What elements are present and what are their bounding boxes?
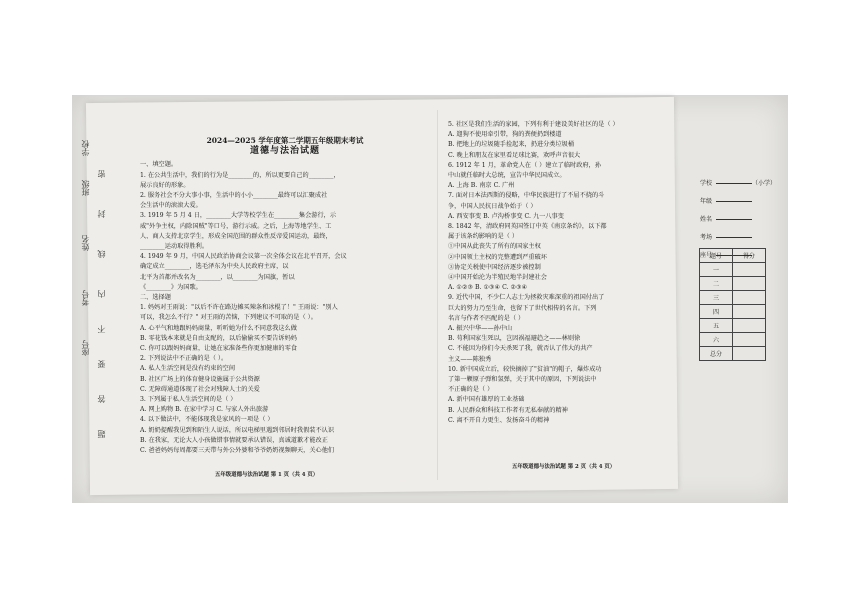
right-question-line: 属于该条约影响的是（ ） <box>448 233 519 241</box>
right-question-line: C. 不能因为你们今天杀死了我，就否认了伟大的共产 <box>448 345 593 353</box>
right-question-line: 巨大的努力乃至生命，也留下了世代相传的名言。下列 <box>448 304 597 312</box>
score-table-row <box>700 305 766 319</box>
left-question-line: 《________》为国歌。 <box>140 283 202 291</box>
right-question-line: A. 振兴中华——孙中山 <box>448 325 513 333</box>
score-table-score-cell[interactable] <box>733 263 766 277</box>
right-page <box>448 120 678 426</box>
right-question-line: 争，中国人民抗日战争始于（ ） <box>448 202 537 210</box>
right-question-line: 了第一颗原子弹和氢弹，关于其中的原因，下列说法中 <box>448 376 597 384</box>
left-question-line: 4. 1949 年 9 月，中国人民政治协商会议第一次全体会议在北平召开，会议 <box>140 253 347 261</box>
student-info-label: 年级 <box>700 198 713 205</box>
binding-margin <box>76 140 116 470</box>
right-question-line: 不正确的是（ ） <box>448 386 494 394</box>
right-question-line: A. 上海 B. 南京 C. 广州 <box>448 182 515 190</box>
score-table-header-cell: 题号 <box>700 249 733 263</box>
student-info-blank[interactable] <box>716 219 752 220</box>
left-question-line: 一、填空题。 <box>140 161 178 169</box>
score-table-item: 五 <box>700 319 733 333</box>
score-table-row <box>700 319 766 333</box>
right-question-line: ③协定关税使中国经济逐步被控制 <box>448 263 541 271</box>
left-question-line: 可以，我怎么不行？" 对王雨的苦恼，下列建议不可取的是（ ）。 <box>140 314 317 322</box>
student-info-row <box>700 175 776 193</box>
right-question-line: ①中国从此丧失了所有的国家主权 <box>448 243 541 251</box>
left-question-line: 1. 在公共生活中，我们的行为是________的，所以更要自己的________， <box>140 171 340 179</box>
left-question-line: 确定成立________，选毛泽东为中央人民政府主席，以 <box>140 263 289 271</box>
binding-label: 答 <box>97 395 106 403</box>
right-question-line: 6. 1912 年 1 月，革命党人在（ ）建立了临时政府，孙 <box>448 161 601 169</box>
score-table-header-cell: 得分 <box>733 249 766 263</box>
binding-label: 姓名 <box>81 235 90 251</box>
left-question-line: 展示良好的形象。 <box>140 181 190 189</box>
left-question-line: 2. 服务社会不分大事小事，生活中的小小________最终可以汇聚成社 <box>140 192 328 200</box>
score-table-score-cell[interactable] <box>733 319 766 333</box>
left-question-line: ________运动取得胜利。 <box>140 243 209 251</box>
score-table-score-cell[interactable] <box>733 333 766 347</box>
right-question-line: B. 苟利国家生死以，岂因祸福避趋之——林则徐 <box>448 335 581 343</box>
right-question-line: 主义——陈独秀 <box>448 355 492 363</box>
student-info-label: 座号 <box>700 252 713 259</box>
right-question-line: ②中国领土主权的完整遭到严重破坏 <box>448 253 547 261</box>
left-question-line: 3. 下列属于私人生活空间的是（ ） <box>140 396 237 404</box>
left-question-line: A. 私人生活空间是没有约束的空间 <box>140 365 236 373</box>
right-question-line: A. ①②③ B. ①③④ C. ②③④ <box>448 284 528 292</box>
binding-label: 考号 <box>81 290 90 306</box>
exam-title: 2024—2025 学年度第二学期五年级期末考试 <box>206 136 364 145</box>
right-question-line: 7. 面对日本法西斯的侵略，中华民族进行了不屈不挠的斗 <box>448 192 605 200</box>
student-info-blank[interactable] <box>716 183 752 184</box>
left-question-line: 人、商人支持北京学生，形成全国范围的群众性反帝爱国运动，最终， <box>140 232 332 240</box>
right-question-line: A. 新中国有雄厚的工业基础 <box>448 396 525 404</box>
exam-subject: 道德与法治试题 <box>249 146 320 157</box>
score-table-row <box>700 291 766 305</box>
binding-label: 班级 <box>81 180 90 196</box>
score-table-item: 三 <box>700 291 733 305</box>
right-question-line: 名言与作者不匹配的是（ ） <box>448 314 525 322</box>
score-table-item: 二 <box>700 277 733 291</box>
binding-label: 学校 <box>81 140 90 156</box>
right-question-line: 10. 新中国成立后，较快摘掉了"贫油"的帽子，爆炸成功 <box>448 365 602 373</box>
left-question-line: B. 在我家，无论大人小孩做错事情就要承认错误，真诚道歉才能改正 <box>140 436 328 444</box>
score-table-score-cell[interactable] <box>733 291 766 305</box>
left-question-line: A. 奶奶提醒我见到和陌生人说话，所以电梯里遇到邻居时我假装不认识 <box>140 426 335 434</box>
student-info-suffix: （小学） <box>752 180 777 187</box>
binding-label: 密 <box>97 170 106 178</box>
left-question-line: B. 社区广场上的体育健身设施属于公共资源 <box>140 375 260 383</box>
student-info-row <box>700 193 776 211</box>
score-table-item: 四 <box>700 305 733 319</box>
right-question-line: B. 人民群众和科技工作者有无私奉献的精神 <box>448 406 568 414</box>
left-question-line: C. 你可以跟妈妈商量，让她在家准备些你更加健康的零食 <box>140 345 297 353</box>
binding-label: 座号 <box>81 340 90 356</box>
left-question-line: C. 爸爸妈妈每周都要三天带与外公外婆和爷爷奶奶视频聊天，关心他们 <box>140 447 335 455</box>
score-table-header <box>700 249 766 263</box>
right-question-list <box>448 120 678 426</box>
score-table-row <box>700 277 766 291</box>
left-question-line: 二、选择题 <box>140 294 171 302</box>
score-table-score-cell[interactable] <box>733 347 766 361</box>
right-question-line: A. 遛狗不使用牵引带，狗的粪便扔到楼道 <box>448 131 562 139</box>
left-question-line: 1. 妈妈对王雨说："以后不许在路边摊买辣条和冰棍了！" 王雨说："别人 <box>140 304 338 312</box>
student-info-blank[interactable] <box>716 237 752 238</box>
right-question-line: 中山就任临时大总统，宣告中华民国成立。 <box>448 172 566 180</box>
binding-label: 不 <box>97 325 106 333</box>
score-table-row <box>700 333 766 347</box>
score-table-score-cell[interactable] <box>733 305 766 319</box>
score-table-score-cell[interactable] <box>733 277 766 291</box>
left-question-line: 威"外争主权，内除国贼"等口号，游行示威。之后，上海等地学生、工 <box>140 222 332 230</box>
left-question-line: 4. 以下做法中，不能体现我是家风的一项是（ ） <box>140 416 274 424</box>
right-question-line: C. 离不开自力更生、发扬奋斗的精神 <box>448 416 550 424</box>
right-question-line: B. 把地上的垃圾随手捡起来，扔进分类垃圾桶 <box>448 141 575 149</box>
binding-label: 题 <box>97 430 106 438</box>
score-table-row <box>700 263 766 277</box>
left-page <box>140 136 430 456</box>
right-question-line: 9. 近代中国，不少仁人志士为拯救灾难深重的祖国付出了 <box>448 294 605 302</box>
right-question-line: 8. 1842 年，清政府同英国签订中英《南京条约》，以下都 <box>448 223 607 231</box>
student-info-label: 考场 <box>700 234 713 241</box>
right-page-footer: 五年级道德与法治试题 第 2 页（共 4 页） <box>512 464 616 470</box>
left-page-footer: 五年级道德与法治试题 第 1 页（共 4 页） <box>215 472 319 478</box>
score-table-item: 一 <box>700 263 733 277</box>
right-question-line: ④中国开始沦为半殖民地半封建社会 <box>448 274 547 282</box>
binding-label: 线 <box>97 250 106 258</box>
page-fold <box>437 110 438 480</box>
student-info-label: 学校 <box>700 180 713 187</box>
left-question-line: A. 网上购物 B. 在家中学习 C. 与家人外出旅游 <box>140 406 269 414</box>
right-question-line: A. 西安事变 B. 卢沟桥事变 C. 九一八事变 <box>448 212 564 220</box>
student-info-blank[interactable] <box>716 201 752 202</box>
left-question-line: C. 无障碍通道体现了社会对残障人士的关爱 <box>140 385 260 393</box>
left-question-line: 会生活中的滚滚大爱。 <box>140 202 202 210</box>
left-question-line: A. 心平气和地跟妈妈商量，听听她为什么不同意我这么做 <box>140 324 297 332</box>
left-question-line: 3. 1919 年 5 月 4 日，________大学等校学生在________集会游行，示 <box>140 212 337 220</box>
left-question-line: 北平为首都并改名为________，以________为国旗，暂以 <box>140 273 295 281</box>
score-table-item: 总分 <box>700 347 733 361</box>
score-table-item: 六 <box>700 333 733 347</box>
student-info-label: 姓名 <box>700 216 713 223</box>
binding-label: 内 <box>97 290 106 298</box>
right-question-line: C. 晚上和朋友在家里看足球比赛，欢呼声音很大 <box>448 151 581 159</box>
binding-label: 要 <box>97 360 106 368</box>
left-question-line: 2. 下列说法中不正确的是（ ）。 <box>140 355 228 363</box>
left-question-line: B. 零花钱本来就是自由支配的，以后偷偷买不要告诉妈妈 <box>140 334 297 342</box>
binding-label: 封 <box>97 210 106 218</box>
student-info-row <box>700 229 776 247</box>
score-table <box>699 248 766 361</box>
right-question-line: 5. 社区是我们生活的家园，下列有利于建设美好社区的是（ ） <box>448 121 619 128</box>
left-question-list <box>140 160 430 456</box>
score-table-row <box>700 347 766 361</box>
student-info-row <box>700 211 776 229</box>
